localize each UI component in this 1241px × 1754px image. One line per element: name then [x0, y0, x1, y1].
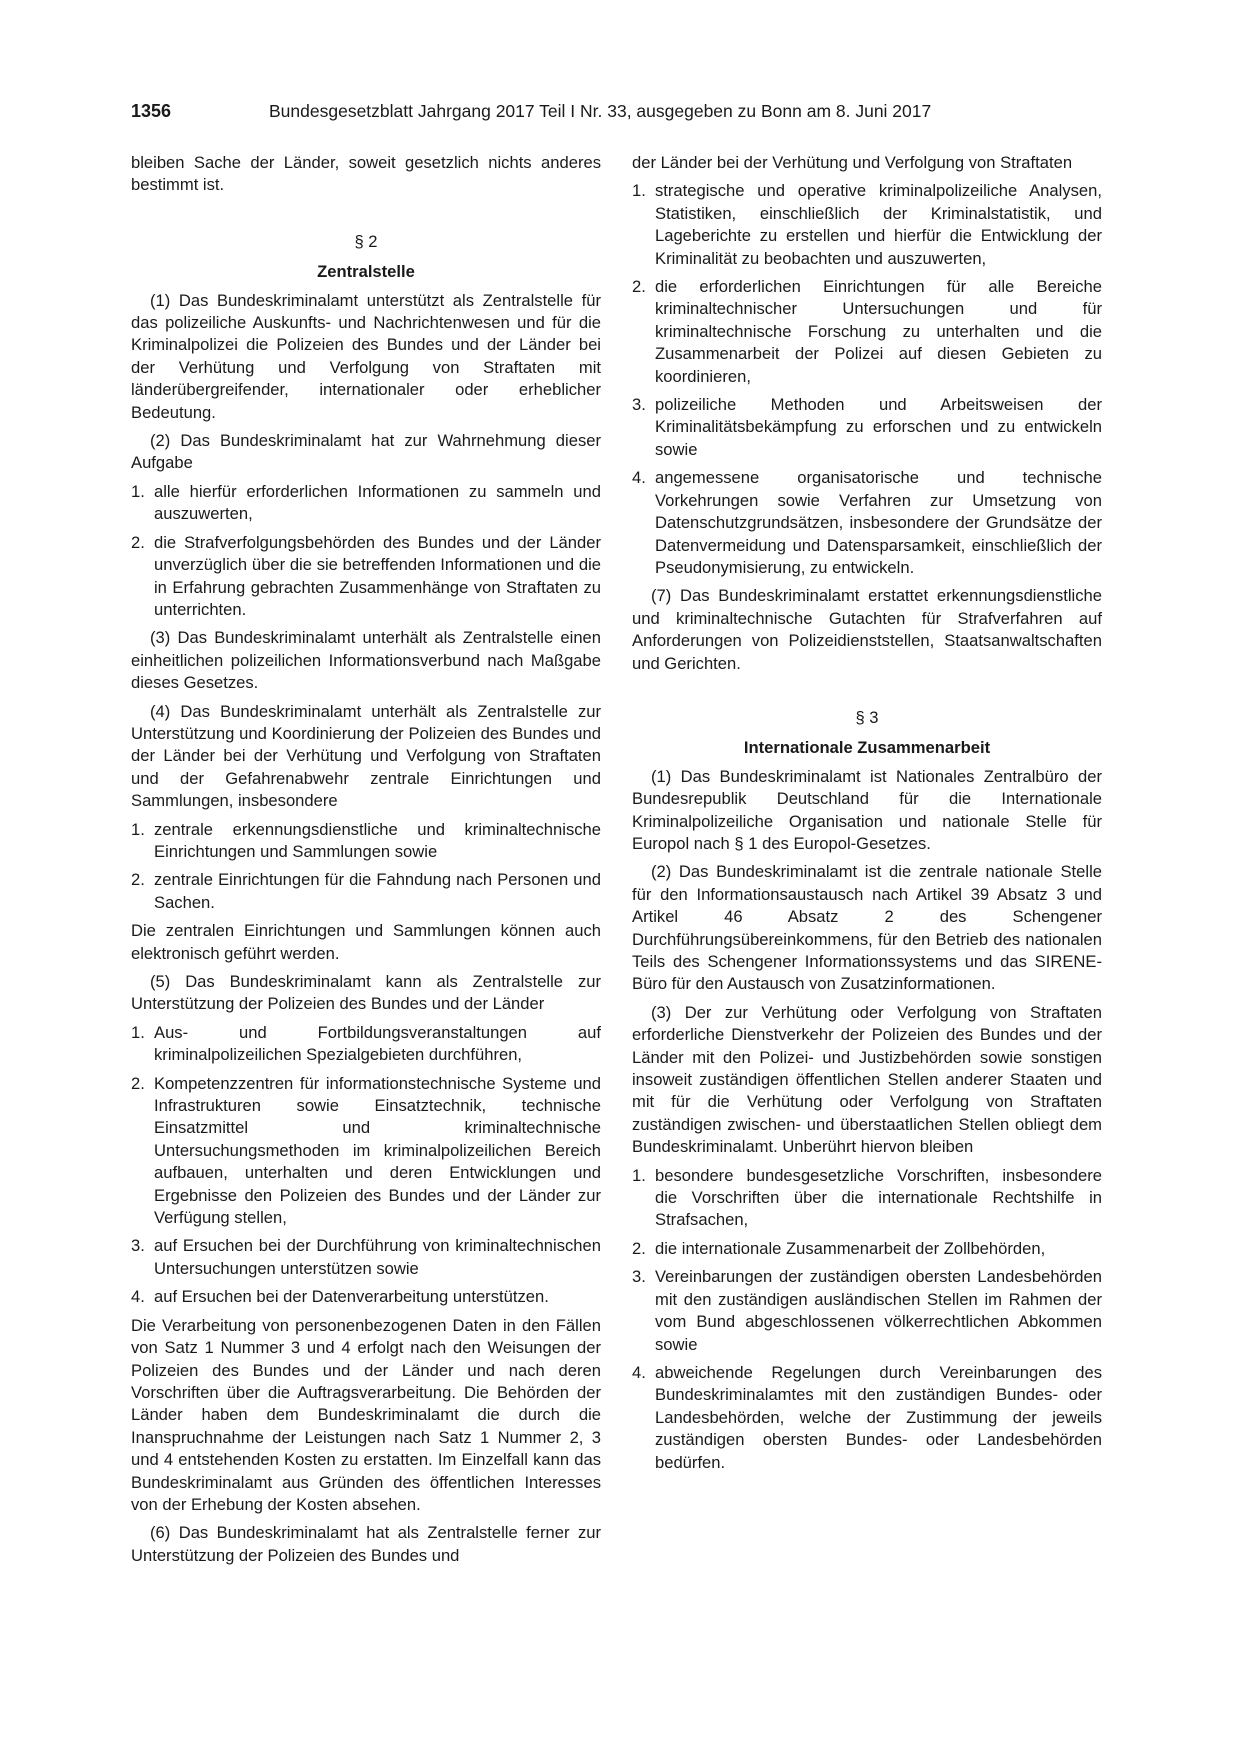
paragraph: (7) Das Bundeskriminalamt erstattet erkennungsdienstliche und kriminaltechnische Gutachten für Strafverfahren auf Anforderungen von Polizeidienststellen, Staatsanwaltschaften und Gerichten. — [632, 586, 1102, 673]
list-item — [632, 1165, 1102, 1232]
item-text: alle hierfür erforderlichen Informationen zu sammeln und auszuwerten, — [154, 481, 601, 524]
paragraph: (2) Das Bundeskriminalamt ist die zentrale nationale Stelle für den Informationsaustausch nach Artikel 39 Absatz 3 und Artikel 46 Absatz 2 des Schengener Durchführungsübereinkommens, für den Betrieb des nationalen Teils des Schengener Informationssystems und das SIRENE-Büro für den Austausch von Zusatzinformationen. — [632, 862, 1102, 994]
section-title: Internationale Zusammenarbeit — [743, 738, 991, 758]
item-number: 3. — [632, 395, 646, 415]
item-number: 1. — [632, 1165, 646, 1185]
item-text: auf Ersuchen bei der Durchführung von kriminaltechnischen Untersuchungen unterstützen sowie — [154, 1236, 601, 1278]
item-list — [632, 1165, 1102, 1474]
list-item — [131, 481, 601, 526]
item-text: zentrale erkennungsdienstliche und kriminaltechnische Einrichtungen und Sammlungen sowie — [154, 819, 601, 861]
item-list — [131, 481, 601, 621]
item-number: 3. — [632, 1267, 646, 1287]
running-head: Bundesgesetzblatt Jahrgang 2017 Teil I Nr. 33, ausgegeben zu Bonn am 8. Juni 2017 — [269, 101, 932, 121]
item-number: 3. — [131, 1236, 145, 1256]
item-number: 1. — [632, 181, 646, 201]
item-text: Aus- und Fortbildungsveranstaltungen auf kriminalpolizeilichen Spezialgebieten durchführen, — [154, 1022, 601, 1065]
list-item — [632, 180, 1102, 270]
list-item — [131, 1022, 601, 1067]
paragraph: (3) Das Bundeskriminalamt unterhält als Zentralstelle einen einheitlichen polizeilichen Informationsverbund nach Maßgabe dieses Gesetzes. — [131, 628, 601, 693]
page-header — [131, 100, 1111, 130]
list-item — [131, 869, 601, 914]
list-item — [632, 1238, 1102, 1260]
item-text: die Strafverfolgungsbehörden des Bundes und der Länder unverzüglich über die sie betreffenden Informationen und die in Erfahrung gebrachten Zusammenhänge von Straftaten zu unterrichten. — [154, 532, 601, 619]
item-number: 2. — [131, 870, 145, 890]
page-number: 1356 — [131, 101, 172, 121]
paragraph: (3) Der zur Verhütung oder Verfolgung von Straftaten erforderliche Dienstverkehr der Polizeien des Bundes und der Länder mit den Polizei- und Justizbehörden sowie sonstigen insoweit zuständigen öffentlichen Stellen anderer Staaten und mit für die Verhütung oder Verfolgung von Straftaten zuständigen zwischen- und überstaatlichen Stellen obliegt dem Bundeskriminalamt. Unberührt hiervon bleiben — [632, 1002, 1102, 1157]
item-number: 1. — [131, 481, 145, 501]
list-item — [131, 532, 601, 622]
section-number: § 2 — [354, 231, 378, 251]
item-number: 2. — [131, 1073, 145, 1093]
right-column — [632, 152, 1102, 1474]
list-item — [131, 1235, 601, 1280]
paragraph: (2) Das Bundeskriminalamt hat zur Wahrnehmung dieser Aufgabe — [131, 431, 601, 473]
item-number: 4. — [632, 468, 646, 488]
paragraph: (1) Das Bundeskriminalamt unterstützt als Zentralstelle für das polizeiliche Auskunfts- und Nachrichtenwesen und für die Kriminalpolizei die Polizeien des Bundes und der Länder bei der Verhütung und Verfolgung von Straftaten mit länderübergreifender, internationaler oder erheblicher Bedeutung. — [131, 290, 601, 422]
list-item — [131, 1286, 601, 1308]
section-number: § 3 — [855, 707, 879, 727]
item-text: Vereinbarungen der zuständigen obersten Landesbehörden mit den zuständigen ausländischen Stellen im Rahmen der vom Bund abgeschlossenen völkerrechtlichen Abkommen sowie — [655, 1267, 1102, 1354]
section-title: Zentralstelle — [317, 262, 415, 282]
item-text: Kompetenzzentren für informationstechnische Systeme und Infrastrukturen sowie Einsatztechnik, technische Einsatzmittel und kriminaltechnische Untersuchungsmethoden im kriminalpolizeilichen Bereich aufbauen, unterhalten und deren Entwicklungen und Ergebnisse den Polizeien des Bundes und der Länder zur Verfügung stellen, — [154, 1073, 601, 1228]
item-text: abweichende Regelungen durch Vereinbarungen des Bundeskriminalamtes mit den zuständigen Bundes- oder Landesbehörden, welche der Zustimmung der jeweils zuständigen obersten Bundes- oder Landesbehörden bedürfen. — [655, 1362, 1102, 1472]
item-list — [632, 180, 1102, 579]
item-list — [131, 819, 601, 915]
item-text: angemessene organisatorische und technische Vorkehrungen sowie Verfahren zur Umsetzung von Datenschutzgrundsätzen, insbesondere der Grundsätze der Datenvermeidung und Datensparsamkeit, einschließlich der Pseudonymisierung, zu entwickeln. — [655, 468, 1102, 577]
item-text: die internationale Zusammenarbeit der Zollbehörden, — [655, 1238, 1046, 1258]
item-number: 1. — [131, 1022, 145, 1042]
continued-text: der Länder bei der Verhütung und Verfolgung von Straftaten — [632, 153, 1073, 172]
item-text: zentrale Einrichtungen für die Fahndung nach Personen und Sachen. — [154, 870, 601, 912]
paragraph: (6) Das Bundeskriminalamt hat als Zentralstelle ferner zur Unterstützung der Polizeien des Bundes und — [131, 1523, 601, 1565]
item-text: strategische und operative kriminalpolizeiliche Analysen, Statistiken, einschließlich der Kriminalstatistik, und Lageberichte zu erstellen und hierfür die Entwicklung der Kriminalität zu beobachten und auszuwerten, — [655, 181, 1102, 268]
list-item — [131, 819, 601, 864]
continued-text: bleiben Sache der Länder, soweit gesetzlich nichts anderes bestimmt ist. — [131, 153, 601, 195]
item-text: die erforderlichen Einrichtungen für alle Bereiche kriminaltechnischer Untersuchungen und für kriminaltechnische Forschung zu unterhalten und die Zusammenarbeit der Polizei auf diesen Gebieten zu koordinieren, — [655, 277, 1102, 386]
paragraph: (4) Das Bundeskriminalamt unterhält als Zentralstelle zur Unterstützung und Koordinierung der Polizeien des Bundes und der Länder bei der Verhütung und Verfolgung von Straftaten und der Gefahrenabwehr zentrale Einrichtungen und Sammlungen, insbesondere — [131, 701, 601, 811]
item-number: 2. — [131, 532, 145, 552]
item-text: auf Ersuchen bei der Datenverarbeitung unterstützen. — [154, 1287, 549, 1307]
list-item — [632, 394, 1102, 461]
item-number: 1. — [131, 819, 145, 839]
item-text: besondere bundesgesetzliche Vorschriften, insbesondere die Vorschriften über die internationale Rechtshilfe in Strafsachen, — [655, 1165, 1102, 1230]
item-text: polizeiliche Methoden und Arbeitsweisen der Kriminalitätsbekämpfung zu erforschen und zu entwickeln sowie — [655, 395, 1102, 459]
paragraph-continuation: Die zentralen Einrichtungen und Sammlungen können auch elektronisch geführt werden. — [131, 921, 601, 963]
item-number: 2. — [632, 1238, 646, 1258]
list-item — [632, 1362, 1102, 1474]
paragraph: (1) Das Bundeskriminalamt ist Nationales Zentralbüro der Bundesrepublik Deutschland für die Internationale Kriminalpolizeiliche Organisation und nationale Stelle für Europol nach § 1 des Europol-Gesetzes. — [632, 766, 1102, 853]
paragraph: (5) Das Bundeskriminalamt kann als Zentralstelle zur Unterstützung der Polizeien des Bundes und der Länder — [131, 972, 601, 1014]
item-number: 4. — [632, 1362, 646, 1382]
list-item — [632, 467, 1102, 579]
item-list — [131, 1022, 601, 1309]
item-number: 4. — [131, 1287, 145, 1307]
item-number: 2. — [632, 277, 646, 297]
paragraph-continuation: Die Verarbeitung von personenbezogenen Daten in den Fällen von Satz 1 Nummer 3 und 4 erfolgt nach den Weisungen der Polizeien des Bundes und der Länder und nach deren Vorschriften über die Auftragsverarbeitung. Die Behörden der Länder haben dem Bundeskriminalamt die durch die Inanspruchnahme der Leistungen nach Satz 1 Nummer 2, 3 und 4 entstehenden Kosten zu erstatten. Im Einzelfall kann das Bundeskriminalamt aus Gründen des öffentlichen Interesses von der Erhebung der Kosten absehen. — [131, 1315, 601, 1514]
list-item — [632, 1266, 1102, 1356]
list-item — [632, 276, 1102, 388]
left-column — [131, 152, 601, 1567]
list-item — [131, 1073, 601, 1230]
